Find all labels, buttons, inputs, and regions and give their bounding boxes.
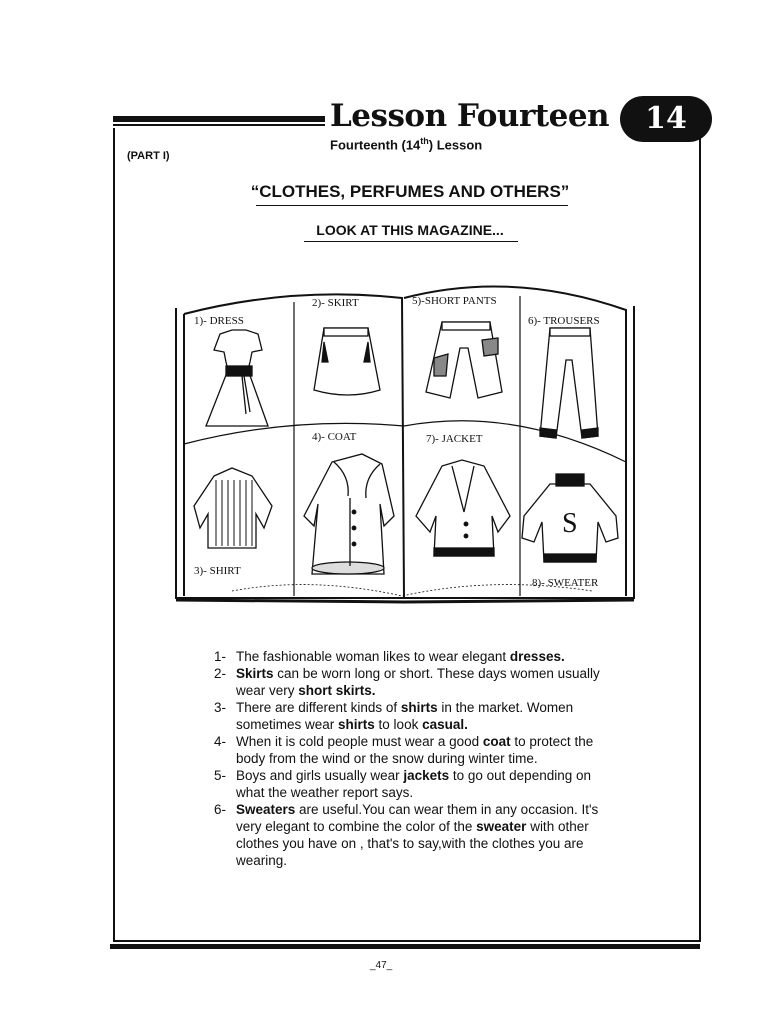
header-rule-thin: [113, 124, 325, 126]
vocab-word: casual.: [422, 717, 468, 732]
section-heading: “CLOTHES, PERFUMES AND OTHERS”: [250, 182, 570, 201]
sentence-number: 4-: [214, 734, 227, 749]
vocab-word: Skirts: [236, 666, 274, 681]
item-label-trousers: 6)- TROUSERS: [528, 315, 600, 327]
coat-drawing: [304, 454, 394, 574]
sentence-text: Boys and girls usually wear: [236, 768, 404, 783]
sentence-number: 2-: [214, 666, 227, 681]
sentence-text: can be worn long or short. These days women usually wear very: [236, 666, 600, 698]
sentence-text: in the market. Women sometimes wear: [236, 700, 574, 732]
sentence-number: 1-: [214, 649, 227, 664]
sentence-3: [214, 699, 604, 733]
subtitle-superscript: th: [420, 136, 429, 146]
vocab-word: short skirts.: [298, 683, 376, 698]
sentence-text: are useful.You can wear them in any occasion. It's very elegant to combine the color of the: [236, 802, 599, 834]
sweater-letter: S: [562, 508, 578, 539]
vocab-word: Sweaters: [236, 802, 296, 817]
item-label-skirt: 2)- SKIRT: [312, 297, 359, 309]
lesson-subtitle: [330, 136, 482, 152]
sentence-5: [214, 767, 604, 801]
lesson-title: Lesson Fourteen: [330, 98, 610, 134]
subtitle-prefix: Fourteenth (14: [330, 137, 421, 153]
sentence-number: 3-: [214, 700, 227, 715]
item-label-shirt: 3)- SHIRT: [194, 565, 241, 577]
short-pants-drawing: [426, 322, 502, 398]
sentence-text: to go out depending on what the weather report says.: [236, 768, 592, 800]
part-label: (PART I): [127, 150, 170, 162]
subtitle-suffix: ) Lesson: [428, 137, 483, 153]
sentence-text: to look: [374, 717, 423, 732]
item-label-sweater: 8)- SWEATER: [532, 577, 599, 589]
vocabulary-sentences: [214, 648, 604, 869]
footer-rule: [110, 944, 700, 949]
instruction-underline: [304, 241, 518, 242]
vocab-word: dresses.: [509, 649, 565, 664]
vocab-word: shirts: [338, 717, 375, 732]
item-label-jacket: 7)- JACKET: [426, 433, 483, 445]
sentence-text: The fashionable woman likes to wear elegant: [236, 649, 510, 664]
sentence-text: with other clothes you have on , that's to say,with the clothes you are wearing.: [236, 819, 589, 868]
lesson-number-badge: 14: [620, 96, 712, 142]
dress-drawing: [206, 330, 268, 426]
instruction-text: LOOK AT THIS MAGAZINE...: [316, 222, 504, 238]
vocab-word: shirts: [400, 700, 438, 715]
vocab-word: sweater: [476, 819, 527, 834]
jacket-drawing: [416, 460, 510, 556]
item-label-short-pants: 5)-SHORT PANTS: [412, 295, 497, 307]
sentence-number: 6-: [214, 802, 227, 817]
sentence-text: There are different kinds of: [236, 700, 401, 715]
vocab-word: coat: [482, 734, 511, 749]
page-number: _47_: [370, 960, 393, 971]
vocab-word: jackets: [403, 768, 450, 783]
sentence-1: [214, 648, 604, 665]
item-label-dress: 1)- DRESS: [194, 315, 244, 327]
item-label-coat: 4)- COAT: [312, 431, 357, 443]
skirt-drawing: [314, 328, 380, 395]
heading-underline: [256, 205, 568, 206]
shirt-drawing: [194, 468, 272, 548]
sentence-6: [214, 801, 604, 869]
header-rule: [113, 116, 325, 122]
sentence-text: to protect the body from the wind or the snow during winter time.: [236, 734, 594, 766]
sentence-text: When it is cold people must wear a good: [236, 734, 483, 749]
trousers-drawing: [540, 328, 598, 438]
magazine-illustration: [172, 266, 638, 612]
sentence-2: [214, 665, 604, 699]
sentence-4: [214, 733, 604, 767]
sentence-number: 5-: [214, 768, 227, 783]
